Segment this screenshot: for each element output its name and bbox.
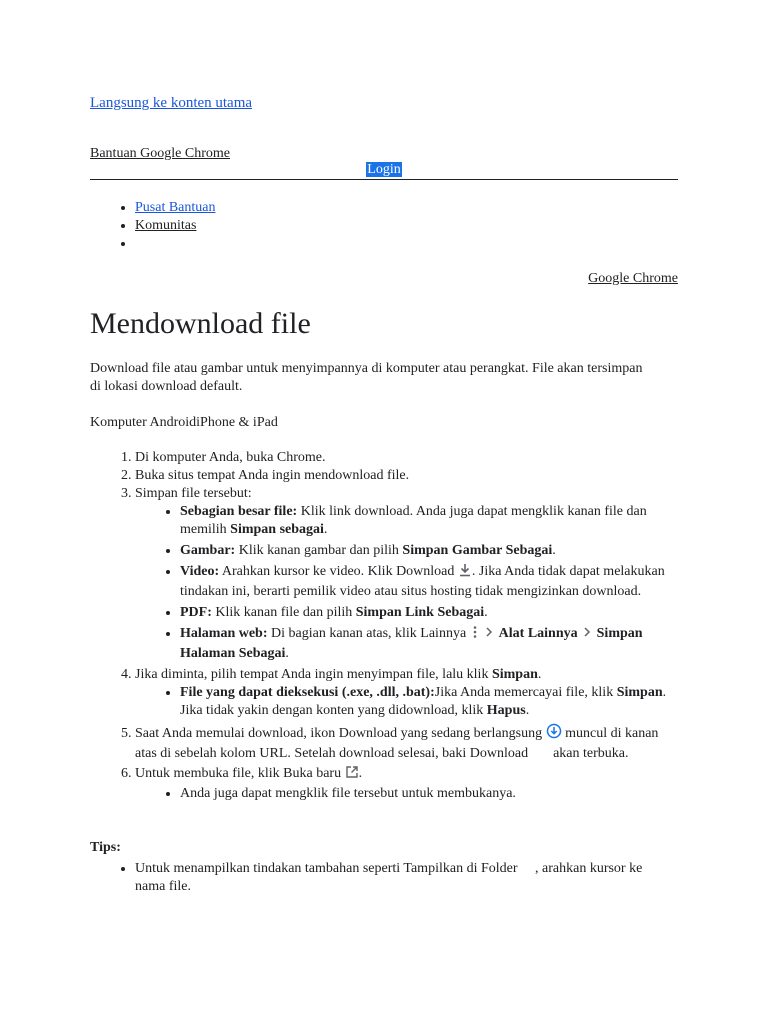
platform-tabs[interactable]: Komputer AndroidiPhone & iPad	[90, 415, 278, 430]
nav-link-help-center[interactable]: Pusat Bantuan	[135, 200, 216, 215]
step-4: 4. Jika diminta, pilih tempat Anda ingin menyimpan file, lalu klik Simpan. • File yang dapat dieksekusi (.exe, .dll, .bat):Jika Anda memercayai file, klik Simpan. Jika tidak yakin dengan konten yang didownload, klik Hapus.	[135, 666, 670, 720]
login-container	[90, 161, 678, 179]
login-button[interactable]: Login	[367, 162, 401, 177]
download-progress-icon	[546, 723, 562, 745]
step-3-images: • Gambar: Klik kanan gambar dan pilih Simpan Gambar Sebagai.	[180, 542, 670, 560]
step-1: 1. Di komputer Anda, buka Chrome.	[135, 449, 670, 467]
label: Halaman web:	[180, 626, 268, 641]
brand-link[interactable]: Bantuan Google Chrome	[90, 146, 230, 161]
label: Gambar:	[180, 543, 236, 558]
label: PDF:	[180, 605, 212, 620]
text: Klik link download. Anda juga dapat mengklik kanan file dan memilih	[180, 504, 647, 537]
steps-list	[135, 449, 670, 806]
step-3-pdf: • PDF: Klik kanan file dan pilih Simpan Link Sebagai.	[180, 604, 670, 622]
step-3-most-files: • Sebagian besar file: Klik link download. Anda juga dapat mengklik kanan file dan memilih Simpan sebagai.	[180, 503, 670, 539]
text: Klik kanan file dan pilih	[211, 605, 356, 620]
step-3-text: Simpan file tersebut:	[135, 486, 252, 501]
label: File yang dapat dieksekusi (.exe, .dll, .bat):	[180, 685, 435, 700]
step-2: 2. Buka situs tempat Anda ingin mendownload file.	[135, 467, 670, 485]
skip-to-content-link[interactable]: Langsung ke konten utama	[90, 95, 253, 111]
text: akan terbuka.	[549, 746, 629, 761]
nav-link-community[interactable]: Komunitas	[135, 218, 197, 233]
bold-text: Simpan	[491, 667, 538, 682]
bold-text: Simpan sebagai	[230, 522, 324, 537]
text: Jika diminta, pilih tempat Anda ingin menyimpan file, lalu klik	[135, 667, 492, 682]
text: Saat Anda memulai download, ikon Download yang sedang berlangsung	[135, 726, 546, 741]
bold-text: Simpan Gambar Sebagai	[402, 543, 553, 558]
label: Sebagian besar file:	[180, 504, 298, 519]
text: Di bagian kanan atas, klik Lainnya	[267, 626, 470, 641]
text: Jika Anda memercayai file, klik	[434, 685, 617, 700]
text: . Jika tidak yakin dengan konten yang didownload, klik	[180, 685, 667, 718]
chevron-right-icon	[581, 625, 593, 645]
page-title: Mendownload file	[90, 307, 311, 340]
text: Untuk menampilkan tindakan tambahan seperti Tampilkan di Folder	[135, 861, 522, 876]
step-3-video	[180, 563, 670, 601]
text: muncul di kanan atas di sebelah kolom URL. Setelah download selesai, baki Download	[135, 726, 659, 761]
text: Untuk membuka file, klik Buka baru	[135, 766, 345, 781]
top-nav	[135, 199, 216, 253]
nav-item-community	[135, 217, 216, 235]
step-3-sublist	[135, 503, 670, 663]
step-4-executable: • File yang dapat dieksekusi (.exe, .dll, .bat):Jika Anda memercayai file, klik Simpan. Jika tidak yakin dengan konten yang didownload, klik Hapus.	[180, 684, 670, 720]
product-link[interactable]: Google Chrome	[588, 271, 678, 286]
bold-text: Alat Lainnya	[498, 626, 578, 641]
text: Klik kanan gambar dan pilih	[235, 543, 403, 558]
step-4-sublist	[135, 684, 670, 720]
tip-item	[135, 860, 670, 896]
step-3-webpage: • Halaman web: Di bagian kanan atas, klik Lainnya Alat Lainnya Simpan Halaman Sebagai.	[180, 625, 670, 663]
label: Video:	[180, 564, 220, 579]
text: Arahkan kursor ke video. Klik Download	[219, 564, 458, 579]
step-3	[135, 485, 670, 663]
download-icon	[458, 563, 472, 583]
bold-text: Simpan Halaman Sebagai	[180, 626, 643, 661]
more-vert-icon	[470, 625, 480, 645]
bold-text: Hapus	[486, 703, 526, 718]
step-6-click-file: • Anda juga dapat mengklik file tersebut untuk membukanya.	[180, 785, 670, 803]
step-5	[135, 723, 670, 763]
text: , arahkan kursor ke nama file.	[135, 861, 643, 894]
intro-text: Download file atau gambar untuk menyimpannya di komputer atau perangkat. File akan tersimpan di lokasi download default.	[90, 361, 643, 394]
tips-heading: Tips:	[90, 840, 121, 855]
step-6: 6. Untuk membuka file, klik Buka baru . • Anda juga dapat mengklik file tersebut untuk membukanya.	[135, 765, 670, 803]
nav-item-empty	[135, 235, 216, 253]
nav-item-help-center	[135, 199, 216, 217]
bold-text: Simpan Link Sebagai	[355, 605, 485, 620]
text: . Jika Anda tidak dapat melakukan tindakan ini, berarti pemilik video atau situs hosting tidak mengizinkan download.	[180, 564, 665, 599]
bold-text: Simpan	[616, 685, 663, 700]
open-in-new-icon	[345, 765, 359, 785]
chevron-right-icon	[483, 625, 495, 645]
tips-list	[135, 860, 670, 896]
header-divider	[90, 179, 678, 180]
step-6-sublist	[135, 785, 670, 803]
